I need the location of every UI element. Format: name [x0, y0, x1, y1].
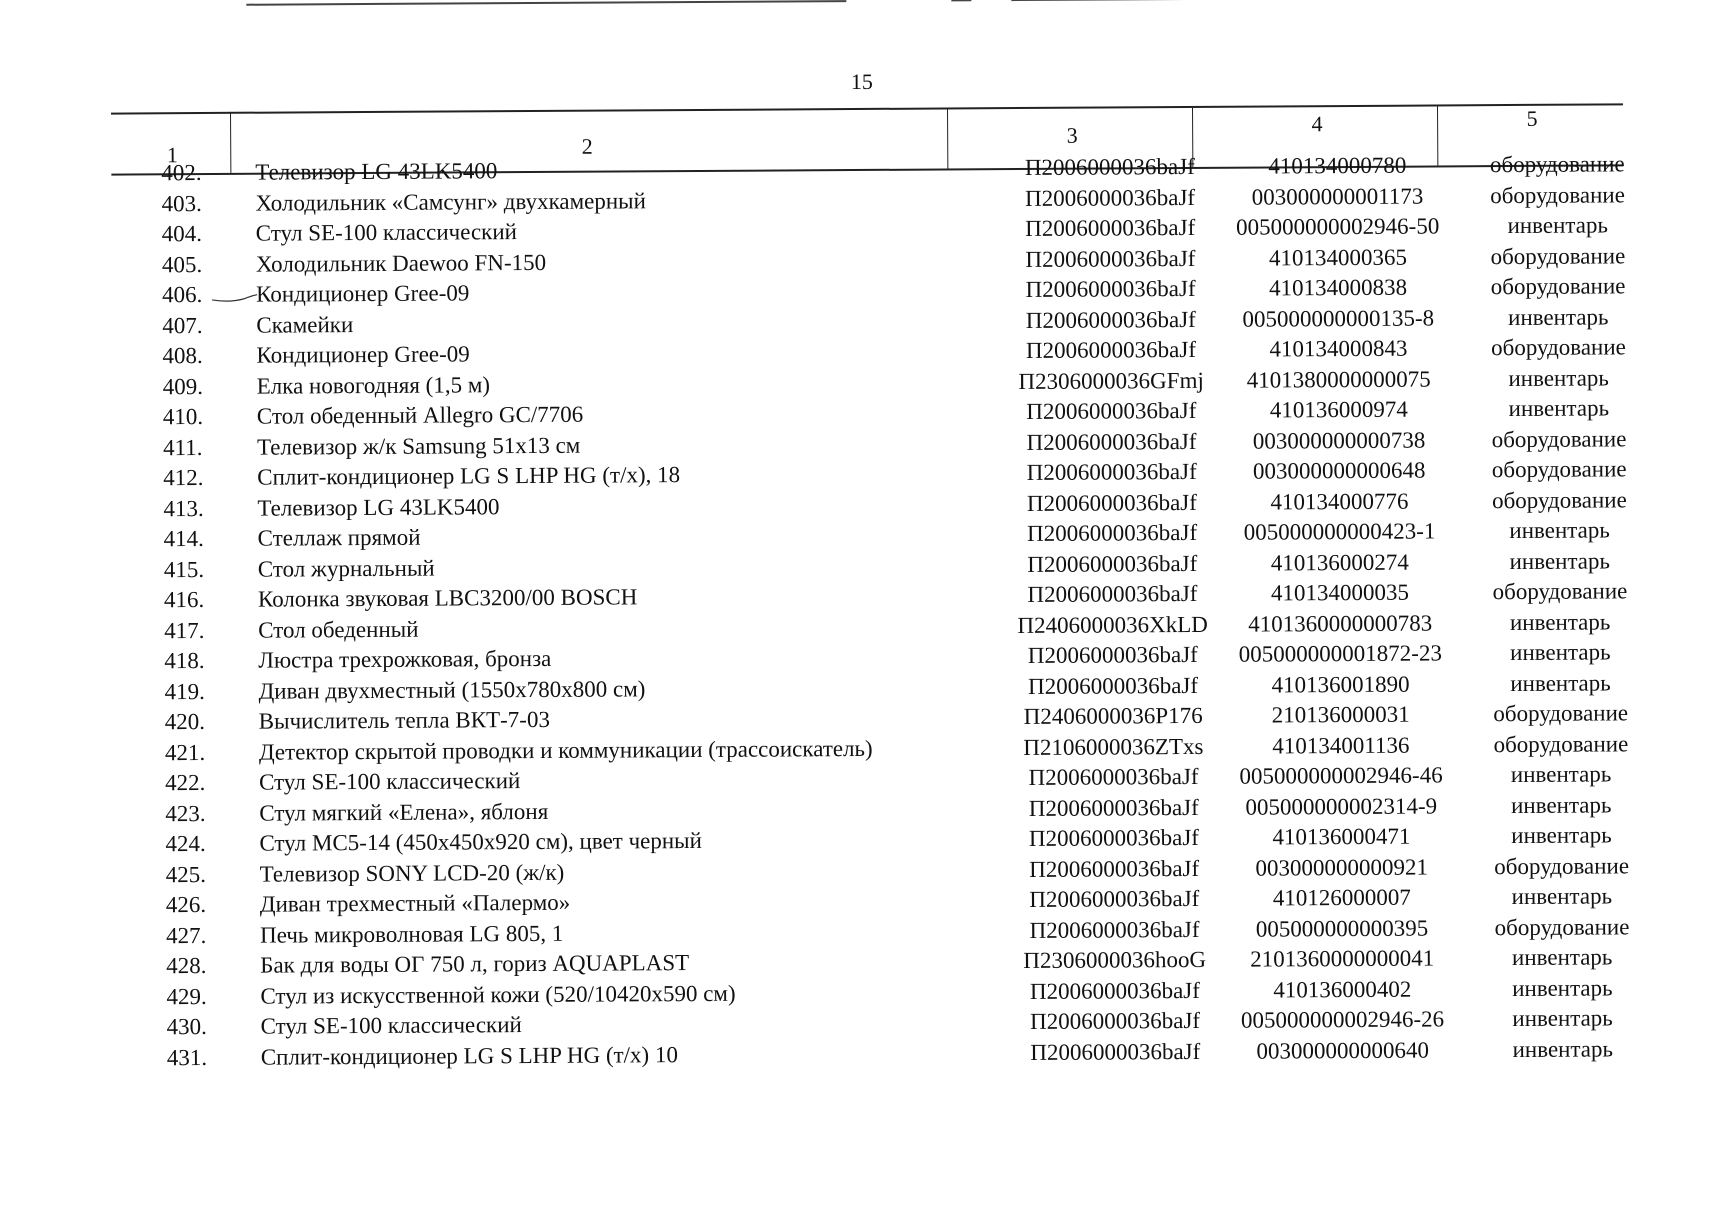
account-code: П2006000036baJf	[1026, 428, 1197, 455]
item-name: Телевизор LG 43LK5400	[255, 158, 498, 185]
inventory-number: 410126000007	[1272, 884, 1411, 911]
account-code: П2406000036XkLD	[1017, 611, 1208, 638]
account-code: П2006000036baJf	[1027, 641, 1198, 668]
account-code: П2006000036baJf	[1026, 397, 1197, 424]
row-number: 406.	[162, 282, 203, 308]
item-name: Печь микроволновая LG 805, 1	[259, 920, 564, 948]
inventory-number: 4101380000000075	[1246, 366, 1431, 393]
account-code: П2006000036baJf	[1029, 885, 1200, 912]
inventory-number: 410136000402	[1273, 976, 1412, 1002]
item-name: Диван двухместный (1550х780х800 см)	[258, 675, 646, 704]
row-number: 430.	[166, 1013, 207, 1040]
top-edge-rule	[951, 0, 971, 1]
account-code: П2006000036baJf	[1027, 550, 1198, 577]
row-number: 421.	[164, 739, 206, 765]
item-name: Сплит-кондиционер LG S LHP HG (т/х), 18	[257, 462, 681, 490]
inventory-number: 005000000000395	[1255, 915, 1429, 942]
item-name: Сплит-кондиционер LG S LHP HG (т/х) 10	[260, 1041, 678, 1070]
item-name: Холодильник «Самсунг» двухкамерный	[255, 187, 646, 216]
inventory-number: 410134000843	[1269, 335, 1408, 362]
item-name: Стеллаж прямой	[257, 524, 421, 551]
item-name: Кондиционер Gree-09	[256, 341, 470, 368]
item-name: Стул SE-100 классический	[259, 768, 521, 795]
item-category: инвентарь	[1511, 944, 1613, 971]
account-code: П2006000036baJf	[1029, 916, 1200, 943]
account-code: П2006000036baJf	[1028, 794, 1199, 821]
account-code: П2006000036baJf	[1029, 855, 1200, 882]
item-name: Стол обеденный Allegro GC/7706	[256, 401, 584, 429]
inventory-number: 410136001890	[1271, 671, 1410, 697]
item-name: Стул мягкий «Елена», яблоня	[259, 798, 549, 826]
row-number: 420.	[164, 709, 206, 735]
inventory-number: 005000000000135-8	[1242, 304, 1435, 332]
row-number: 405.	[161, 251, 203, 277]
account-code: П2006000036baJf	[1025, 245, 1196, 272]
pen-mark	[210, 292, 258, 304]
row-number: 404.	[161, 221, 203, 247]
account-code: П2406000036P176	[1023, 702, 1203, 730]
item-name: Стул SE-100 классический	[255, 219, 518, 246]
row-number: 423.	[165, 800, 206, 826]
item-category: оборудование	[1490, 242, 1626, 269]
row-number: 427.	[165, 922, 207, 948]
account-code: П2006000036baJf	[1029, 977, 1200, 1004]
row-number: 425.	[165, 861, 206, 887]
item-category: инвентарь	[1510, 669, 1611, 696]
inventory-number: 410134000365	[1268, 244, 1407, 270]
item-category: инвентарь	[1511, 822, 1612, 849]
inventory-number: 4101360000000783	[1248, 610, 1433, 637]
row-number: 410.	[162, 404, 204, 430]
row-number: 422.	[165, 770, 206, 796]
account-code: П2006000036baJf	[1026, 458, 1197, 485]
account-code: П2006000036baJf	[1025, 336, 1197, 363]
account-code: П2106000036ZTxs	[1023, 733, 1204, 760]
item-category: оборудование	[1491, 334, 1626, 361]
item-category: инвентарь	[1509, 547, 1611, 574]
item-category: инвентарь	[1512, 974, 1613, 1001]
column-header-4: 4	[1311, 111, 1323, 137]
item-name: Стол обеденный	[258, 616, 419, 643]
row-number: 409.	[162, 373, 204, 399]
inventory-number: 005000000000423-1	[1243, 518, 1436, 545]
row-number: 426.	[165, 892, 207, 918]
item-name: Бак для воды ОГ 750 л, гориз AQUAPLAST	[260, 950, 690, 978]
row-number: 414.	[163, 526, 204, 552]
item-category: оборудование	[1490, 273, 1626, 300]
item-name: Холодильник Daewoo FN-150	[255, 249, 547, 277]
account-code: П2006000036baJf	[1028, 763, 1199, 790]
inventory-number: 005000000002946-50	[1236, 213, 1440, 240]
row-number: 412.	[163, 465, 204, 491]
item-category: оборудование	[1491, 456, 1627, 483]
item-name: Телевизор ж/к Samsung 51x13 см	[256, 432, 581, 460]
account-code: П2006000036baJf	[1030, 1038, 1201, 1065]
item-category: оборудование	[1494, 913, 1630, 940]
inventory-number: 410136000274	[1270, 549, 1409, 575]
row-number: 403.	[161, 190, 202, 216]
row-number: 429.	[166, 983, 207, 1009]
inventory-number: 410134000780	[1268, 152, 1407, 179]
row-number: 424.	[165, 831, 206, 857]
account-code: П2006000036baJf	[1026, 489, 1197, 516]
account-code: П2006000036baJf	[1027, 672, 1199, 699]
item-category: инвентарь	[1510, 791, 1612, 818]
inventory-number: 005000000002314-9	[1245, 792, 1438, 820]
item-category: инвентарь	[1511, 883, 1613, 910]
column-header-1: 1	[166, 142, 178, 168]
inventory-number: 410134001136	[1272, 732, 1410, 758]
item-category: оборудование	[1494, 852, 1630, 879]
inventory-number: 210136000031	[1271, 701, 1410, 728]
item-category: инвентарь	[1512, 1005, 1613, 1032]
item-category: инвентарь	[1508, 303, 1609, 330]
item-category: оборудование	[1490, 181, 1625, 208]
inventory-number: 003000000000921	[1255, 854, 1428, 881]
header-top-rule	[111, 103, 1623, 114]
column-header-2: 2	[581, 133, 593, 159]
item-category: оборудование	[1491, 486, 1627, 513]
item-name: Телевизор SONY LCD-20 (ж/к)	[259, 859, 565, 887]
top-edge-rule	[246, 0, 846, 6]
account-code: П2006000036baJf	[1027, 580, 1198, 607]
item-name: Стул из искусственной кожи (520/10420х590 см)	[260, 980, 736, 1009]
item-category: оборудование	[1493, 700, 1629, 727]
item-name: Люстра трехрожковая, бронза	[258, 645, 552, 673]
item-category: инвентарь	[1512, 1035, 1614, 1062]
row-number: 408.	[162, 343, 203, 369]
account-code: П2306000036GFmj	[1018, 367, 1204, 394]
row-number: 431.	[166, 1044, 208, 1070]
account-code: П2006000036baJf	[1027, 519, 1198, 546]
item-category: инвентарь	[1509, 608, 1611, 635]
inventory-number: 410136000471	[1272, 823, 1411, 850]
column-header-3: 3	[1066, 122, 1078, 148]
inventory-number: 410134000838	[1269, 274, 1408, 301]
account-code: П2006000036baJf	[1025, 306, 1196, 333]
item-name: Телевизор LG 43LK5400	[257, 493, 500, 521]
item-name: Диван трехместный «Палермо»	[259, 889, 571, 917]
inventory-number: 003000000001173	[1251, 183, 1424, 210]
row-number: 407.	[162, 312, 203, 338]
page-number: 15	[850, 68, 873, 95]
item-name: Стол журнальный	[257, 555, 435, 582]
account-code: П2006000036baJf	[1025, 275, 1196, 302]
top-edge-rule	[1011, 0, 1531, 1]
inventory-number: 2101360000000041	[1250, 945, 1435, 972]
inventory-number: 410134000776	[1270, 488, 1409, 514]
item-category: инвентарь	[1508, 395, 1610, 422]
inventory-number: 003000000000648	[1252, 457, 1426, 484]
item-category: оборудование	[1492, 578, 1628, 605]
row-number: 413.	[163, 495, 204, 521]
account-code: П2006000036baJf	[1025, 214, 1196, 241]
inventory-number: 005000000002946-46	[1239, 762, 1443, 789]
item-name: Детектор скрытой проводки и коммуникации (трассоискатель)	[258, 735, 873, 765]
item-name: Елка новогодняя (1,5 м)	[256, 371, 491, 399]
item-category: оборудование	[1489, 151, 1625, 178]
item-category: инвентарь	[1509, 517, 1610, 544]
account-code: П2006000036baJf	[1030, 1007, 1201, 1034]
account-code: П2006000036baJf	[1025, 184, 1196, 211]
inventory-number: 005000000001872-23	[1238, 640, 1442, 667]
item-name: Кондиционер Gree-09	[256, 280, 470, 307]
item-name: Стул SE-100 классический	[260, 1012, 522, 1039]
row-number: 419.	[164, 678, 205, 704]
row-number: 402.	[161, 160, 202, 186]
item-category: инвентарь	[1510, 761, 1612, 788]
inventory-number: 005000000002946-26	[1240, 1006, 1445, 1033]
item-category: оборудование	[1493, 730, 1629, 757]
item-category: инвентарь	[1508, 364, 1609, 391]
item-category: оборудование	[1491, 425, 1627, 452]
row-number: 417.	[164, 617, 205, 643]
item-name: Стул МС5-14 (450х450х920 см), цвет черный	[259, 827, 702, 856]
inventory-number: 410136000974	[1269, 396, 1408, 423]
row-number: 428.	[166, 952, 207, 979]
inventory-number: 003000000000640	[1256, 1037, 1430, 1064]
inventory-number: 003000000000738	[1252, 427, 1426, 454]
item-name: Скамейки	[256, 311, 354, 338]
account-code: П2306000036hooG	[1023, 946, 1207, 974]
row-number: 418.	[164, 648, 205, 674]
row-number: 411.	[162, 434, 203, 460]
item-category: инвентарь	[1510, 639, 1611, 666]
item-name: Вычислитель тепла ВКТ-7-03	[258, 706, 551, 734]
row-number: 416.	[163, 587, 205, 613]
account-code: П2006000036baJf	[1028, 824, 1200, 851]
table-body	[0, 149, 1713, 1074]
inventory-number: 410134000035	[1270, 579, 1410, 606]
account-code: П2006000036baJf	[1024, 153, 1195, 180]
item-category: инвентарь	[1507, 212, 1608, 239]
item-name: Колонка звуковая LBC3200/00 BOSCH	[257, 584, 638, 612]
row-number: 415.	[163, 556, 205, 582]
column-header-5: 5	[1526, 105, 1538, 131]
